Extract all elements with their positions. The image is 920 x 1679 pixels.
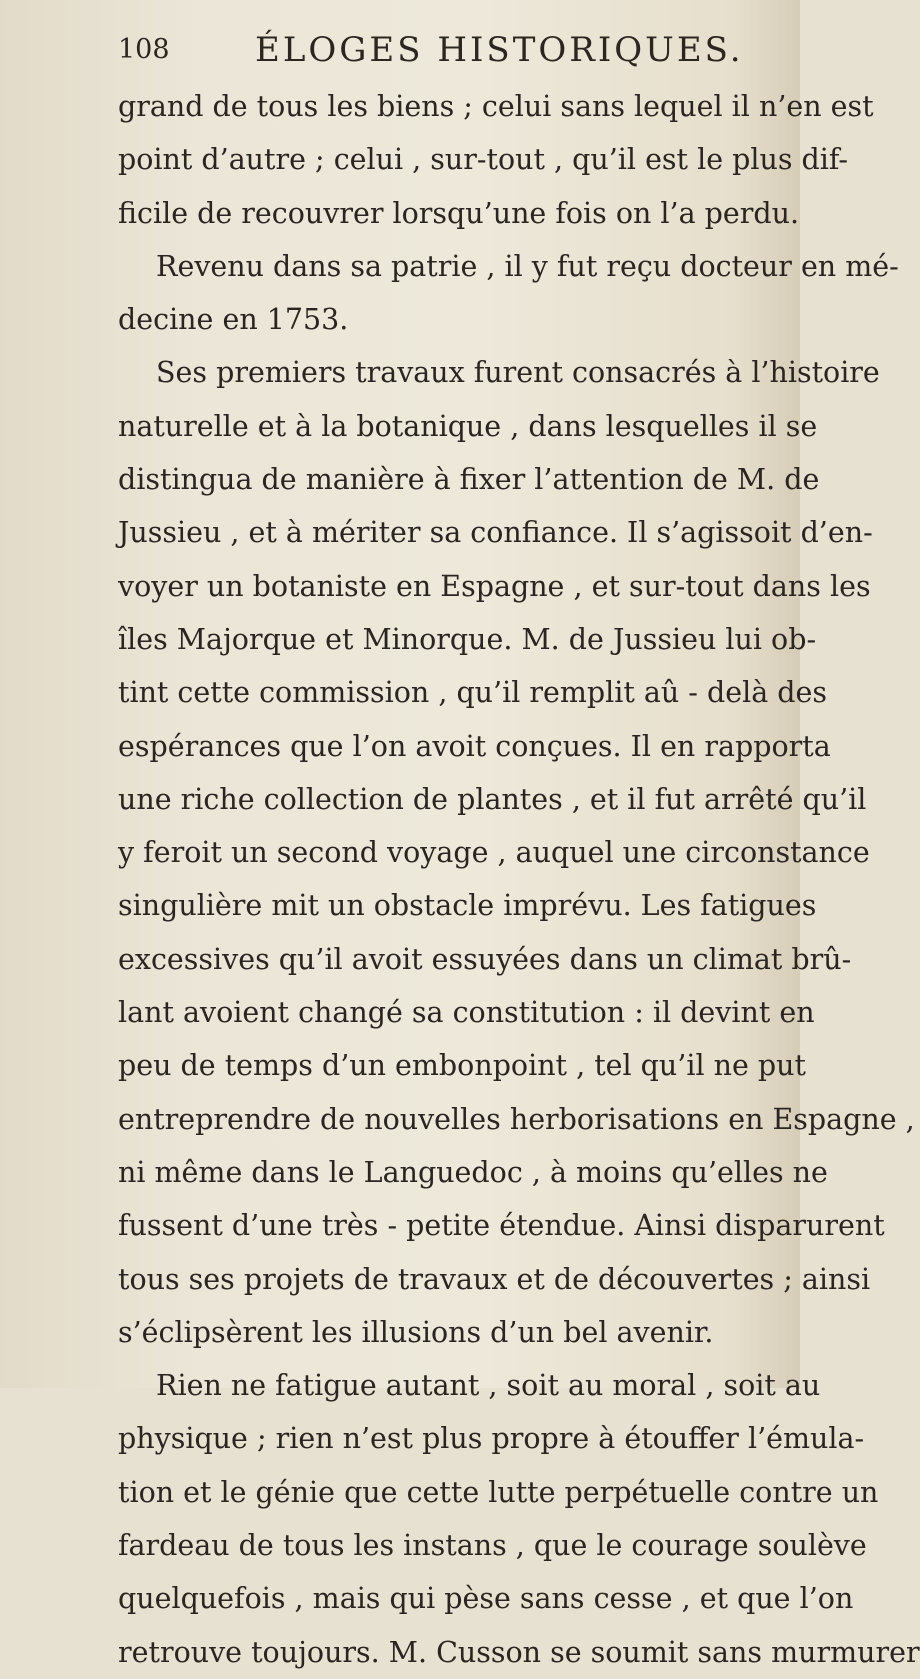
text-line: quelquefois , mais qui pèse sans cesse , et que l’on xyxy=(118,1582,854,1616)
text-line: ficile de recouvrer lorsqu’une fois on l’a perdu. xyxy=(118,196,800,230)
text-line: une riche collection de plantes , et il fut arrêté qu’il xyxy=(118,782,867,816)
text-line: Jussieu , et à mériter sa confiance. Il s’agissoit d’en- xyxy=(118,516,873,550)
page-number: 108 xyxy=(118,34,170,65)
text-line: grand de tous les biens ; celui sans lequel il n’en est xyxy=(118,90,874,123)
text-line: distingua de manière à fixer l’attention de M. de xyxy=(118,463,820,497)
text-line: fardeau de tous les instans , que le courage soulève xyxy=(118,1529,867,1563)
text-line: physique ; rien n’est plus propre à étouffer l’émula- xyxy=(118,1422,865,1456)
text-line: tous ses projets de travaux et de découvertes ; ainsi xyxy=(118,1262,871,1296)
text-line: point d’autre ; celui , sur-tout , qu’il est le plus dif- xyxy=(118,143,849,177)
text-line: entreprendre de nouvelles herborisations en Espagne , xyxy=(118,1102,915,1136)
text-line: voyer un botaniste en Espagne , et sur-tout dans les xyxy=(118,569,871,603)
text-line: decine en 1753. xyxy=(118,303,349,337)
text-line: Rien ne fatigue autant , soit au moral , soit au xyxy=(156,1369,821,1403)
text-line: îles Majorque et Minorque. M. de Jussieu lui ob- xyxy=(118,622,817,656)
text-line: excessives qu’il avoit essuyées dans un climat brû- xyxy=(118,942,852,976)
text-line: fussent d’une très - petite étendue. Ainsi disparurent xyxy=(118,1209,885,1243)
page-header xyxy=(0,30,800,70)
text-line: peu de temps d’un embonpoint , tel qu’il ne put xyxy=(118,1049,806,1083)
text-line: espérances que l’on avoit conçues. Il en rapporta xyxy=(118,729,831,763)
running-title: ÉLOGES HISTORIQUES. xyxy=(255,30,744,70)
body-text xyxy=(118,80,920,1679)
text-line: naturelle et à la botanique , dans lesquelles il se xyxy=(118,409,818,443)
text-line: Revenu dans sa patrie , il y fut reçu docteur en mé- xyxy=(156,249,899,283)
text-line: tint cette commission , qu’il remplit aû - delà des xyxy=(118,676,827,710)
text-line: lant avoient changé sa constitution : il devint en xyxy=(118,996,815,1030)
text-line: y feroit un second voyage , auquel une circonstance xyxy=(118,836,870,870)
text-line: tion et le génie que cette lutte perpétuelle contre un xyxy=(118,1475,879,1509)
text-line: singulière mit un obstacle imprévu. Les fatigues xyxy=(118,889,817,923)
text-line: retrouve toujours. M. Cusson se soumit sans murmurer xyxy=(118,1635,920,1669)
text-line: s’éclipsèrent les illusions d’un bel avenir. xyxy=(118,1315,714,1349)
text-line: ni même dans le Languedoc , à moins qu’elles ne xyxy=(118,1155,828,1189)
text-line: Ses premiers travaux furent consacrés à l’histoire xyxy=(156,356,880,390)
